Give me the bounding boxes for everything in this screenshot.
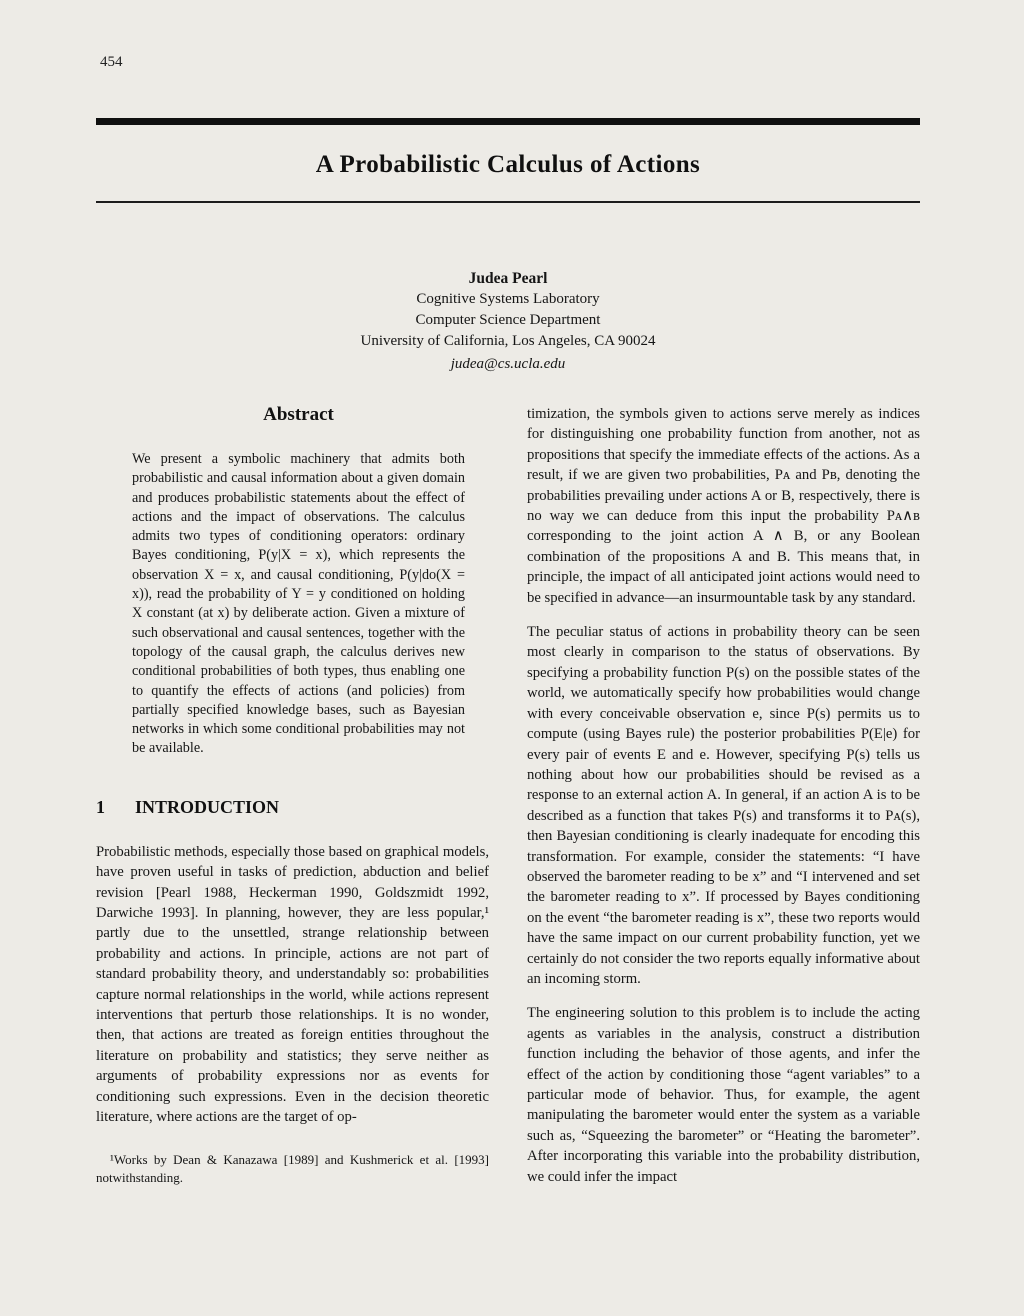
- abstract-heading: Abstract: [263, 404, 334, 425]
- paper-title: A Probabilistic Calculus of Actions: [315, 151, 701, 178]
- page-number: 454: [100, 54, 123, 70]
- author-university: University of California, Los Angeles, CA 90024: [360, 333, 656, 349]
- author-email: judea@cs.ucla.edu: [450, 356, 566, 372]
- abstract-text: We present a symbolic machinery that admits both probabilistic and causal information about a given domain and produces probabilistic statements about the effect of actions and the impact of observations. The calculus admits two types of conditioning operators: ordinary Bayes conditioning, P(y|X = x), which represents the observation X = x, and causal conditioning, P(y|do(X = x)), read the probability of Y = y conditioned on holding X constant (at x) by deliberate action. Given a mixture of such observational and causal sentences, together with the topology of the causal graph, the calculus derives new conditional probabilities of both types, thus enabling one to quantify the effects of actions (and policies) from partially specified knowledge bases, such as Bayesian networks in which some conditional probabilities may not be available.: [132, 451, 465, 757]
- two-column-body: [96, 404, 920, 1201]
- author-name: Judea Pearl: [468, 270, 548, 287]
- section-number: 1: [96, 796, 105, 817]
- footnote: [96, 1151, 489, 1186]
- section-title: INTRODUCTION: [135, 796, 280, 817]
- section-heading-introduction: [96, 797, 489, 818]
- author-lab: Cognitive Systems Laboratory: [416, 291, 600, 307]
- introduction-paragraph: Probabilistic methods, especially those based on graphical models, have proven useful in tasks of prediction, abduction and belief revision [Pearl 1988, Heckerman 1990, Goldszmidt 1992, Darwiche 1993]. In planning, however, they are less popular,¹ partly due to the unsettled, strange relationship between probability and actions. In principle, actions are not part of standard probability theory, and understandably so: probabilities capture normal relationships in the world, while actions represent interventions that perturb those relationships. It is no wonder, then, that actions are treated as foreign entities throughout the literature on probability and statistics; they serve neither as arguments of probability expressions nor as events for conditioning such expressions. Even in the decision theoretic literature, where actions are the target of op-: [96, 843, 489, 1126]
- right-column: [527, 404, 920, 1201]
- right-column-paragraph-3: The engineering solution to this problem is to include the acting agents as variables in the analysis, construct a distribution function including the behavior of those agents, and infer the effect of the action by conditioning those “agent variables” to a particular mode of behavior. Thus, for example, the agent manipulating the barometer would enter the system as a variable such as, “Squeezing the barometer” or “Heating the barometer”. After incorporating this variable into the probability distribution, we could infer the impact: [527, 1005, 920, 1185]
- right-column-paragraph-2: The peculiar status of actions in probability theory can be seen most clearly in comparison to the status of observations. By specifying a probability function P(s) on the possible states of the world, we automatically specify how probabilities would change with every conceivable observation e, since P(s) permits us to compute (using Bayes rule) the posterior probabilities P(E|e) for every pair of events E and e. However, specifying P(s) tells us nothing about how our probabilities should be revised as a response to an external action A. In general, if an action A is to be described as a function that takes P(s) and transforms it to Pᴀ(s), then Bayesian conditioning is clearly inadequate for encoding this transformation. For example, consider the statements: “I have observed the barometer reading to be x” and “I intervened and set the barometer reading to x”. If processed by Bayes conditioning on the event “the barometer reading is x”, these two reports would have the same impact on our current probability function, yet we certainly do not consider the two reports equally informative about an incoming storm.: [527, 624, 920, 987]
- footnote-text: ¹Works by Dean & Kanazawa [1989] and Kushmerick et al. [1993] notwithstanding.: [96, 1152, 489, 1185]
- right-column-paragraph-1: timization, the symbols given to actions serve merely as indices for distinguishing one probability function from another, not as propositions that specify the immediate effects of the actions. As a result, if we are given two probabilities, Pᴀ and Pʙ, denoting the probabilities prevailing under actions A or B, respectively, there is no way we can deduce from this input the probability Pᴀ∧ʙ corresponding to the joint action A ∧ B, or any Boolean combination of the propositions A and B. This means that, in principle, the impact of all anticipated joint actions would need to be specified in advance—an insurmountable task by any standard.: [527, 406, 920, 606]
- title-underline-rule: [96, 201, 920, 203]
- author-department: Computer Science Department: [415, 312, 601, 328]
- left-column: [96, 404, 489, 1201]
- top-rule: [96, 118, 920, 125]
- title-block: [96, 118, 920, 203]
- author-block: [96, 268, 920, 375]
